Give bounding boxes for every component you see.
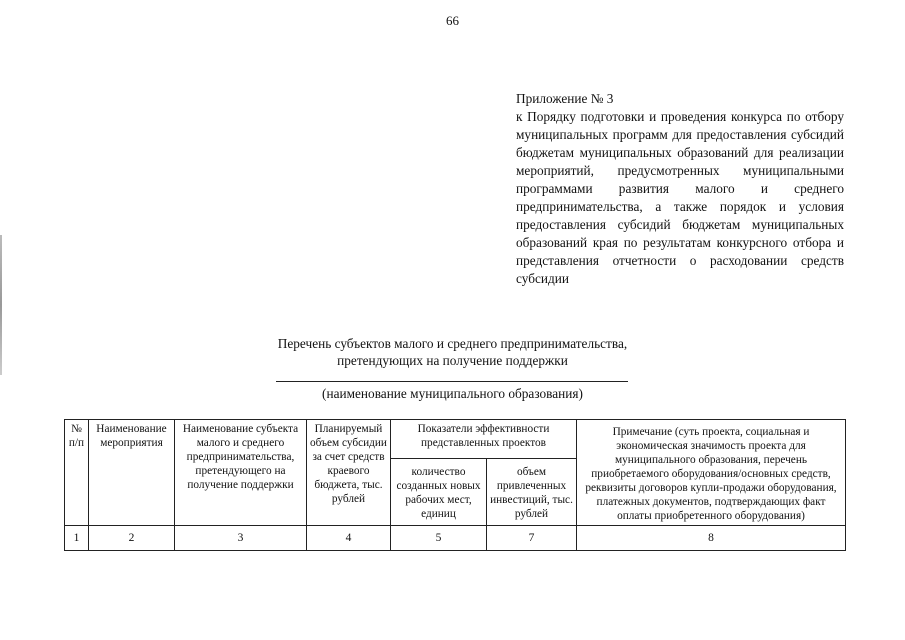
header-subject: Наименование субъекта малого и среднего предпринимательства, претендующего на получение поддержки [175,420,307,526]
column-number: 4 [307,526,391,551]
appendix-title: Приложение № 3 [516,91,614,106]
header-note: Примечание (суть проекта, социальная и экономическая значимость проекта для муниципального образования, перечень приобретаемого оборудования/основных средств, реквизиты договоров купли-продажи оборудования, платежных документов, подтверждающих факт оплаты приобретенного оборудования) [577,420,846,526]
column-number: 3 [175,526,307,551]
page-number: 66 [446,13,459,28]
column-number: 7 [487,526,577,551]
header-num: № п/п [65,420,89,526]
heading-line-1: Перечень субъектов малого и среднего предпринимательства, [277,336,628,351]
municipality-caption: (наименование муниципального образования) [322,386,583,401]
appendix-text: к Порядку подготовки и проведения конкурса по отбору муниципальных программ для предоставления субсидий бюджетам муниципальных образований для реализации мероприятий, предусмотренных муниципальными программами развития малого и среднего предпринимательства, а также порядок и условия предоставления субсидий бюджетам муниципальных образований края по результатам конкурсного отбора и представления отчетности о расходовании средств субсидии [516,109,844,286]
header-indicators: Показатели эффективности представленных проектов [391,420,577,459]
municipality-blank-line [276,381,628,382]
table-row [65,526,846,551]
applicants-table [64,419,846,551]
header-event: Наименование мероприятия [89,420,175,526]
header-planned: Планируемый объем субсидии за счет средств краевого бюджета, тыс. рублей [307,420,391,526]
header-jobs: количество созданных новых рабочих мест, единиц [391,459,487,526]
column-number: 5 [391,526,487,551]
column-number: 8 [577,526,846,551]
heading-line-2: претендующих на получение поддержки [337,353,568,368]
appendix-block [516,90,844,288]
column-number: 2 [89,526,175,551]
table-header-row [65,420,846,459]
column-number: 1 [65,526,89,551]
header-investments: объем привлеченных инвестиций, тыс. рублей [487,459,577,526]
document-heading [200,335,705,369]
scan-edge-mark [0,235,2,375]
